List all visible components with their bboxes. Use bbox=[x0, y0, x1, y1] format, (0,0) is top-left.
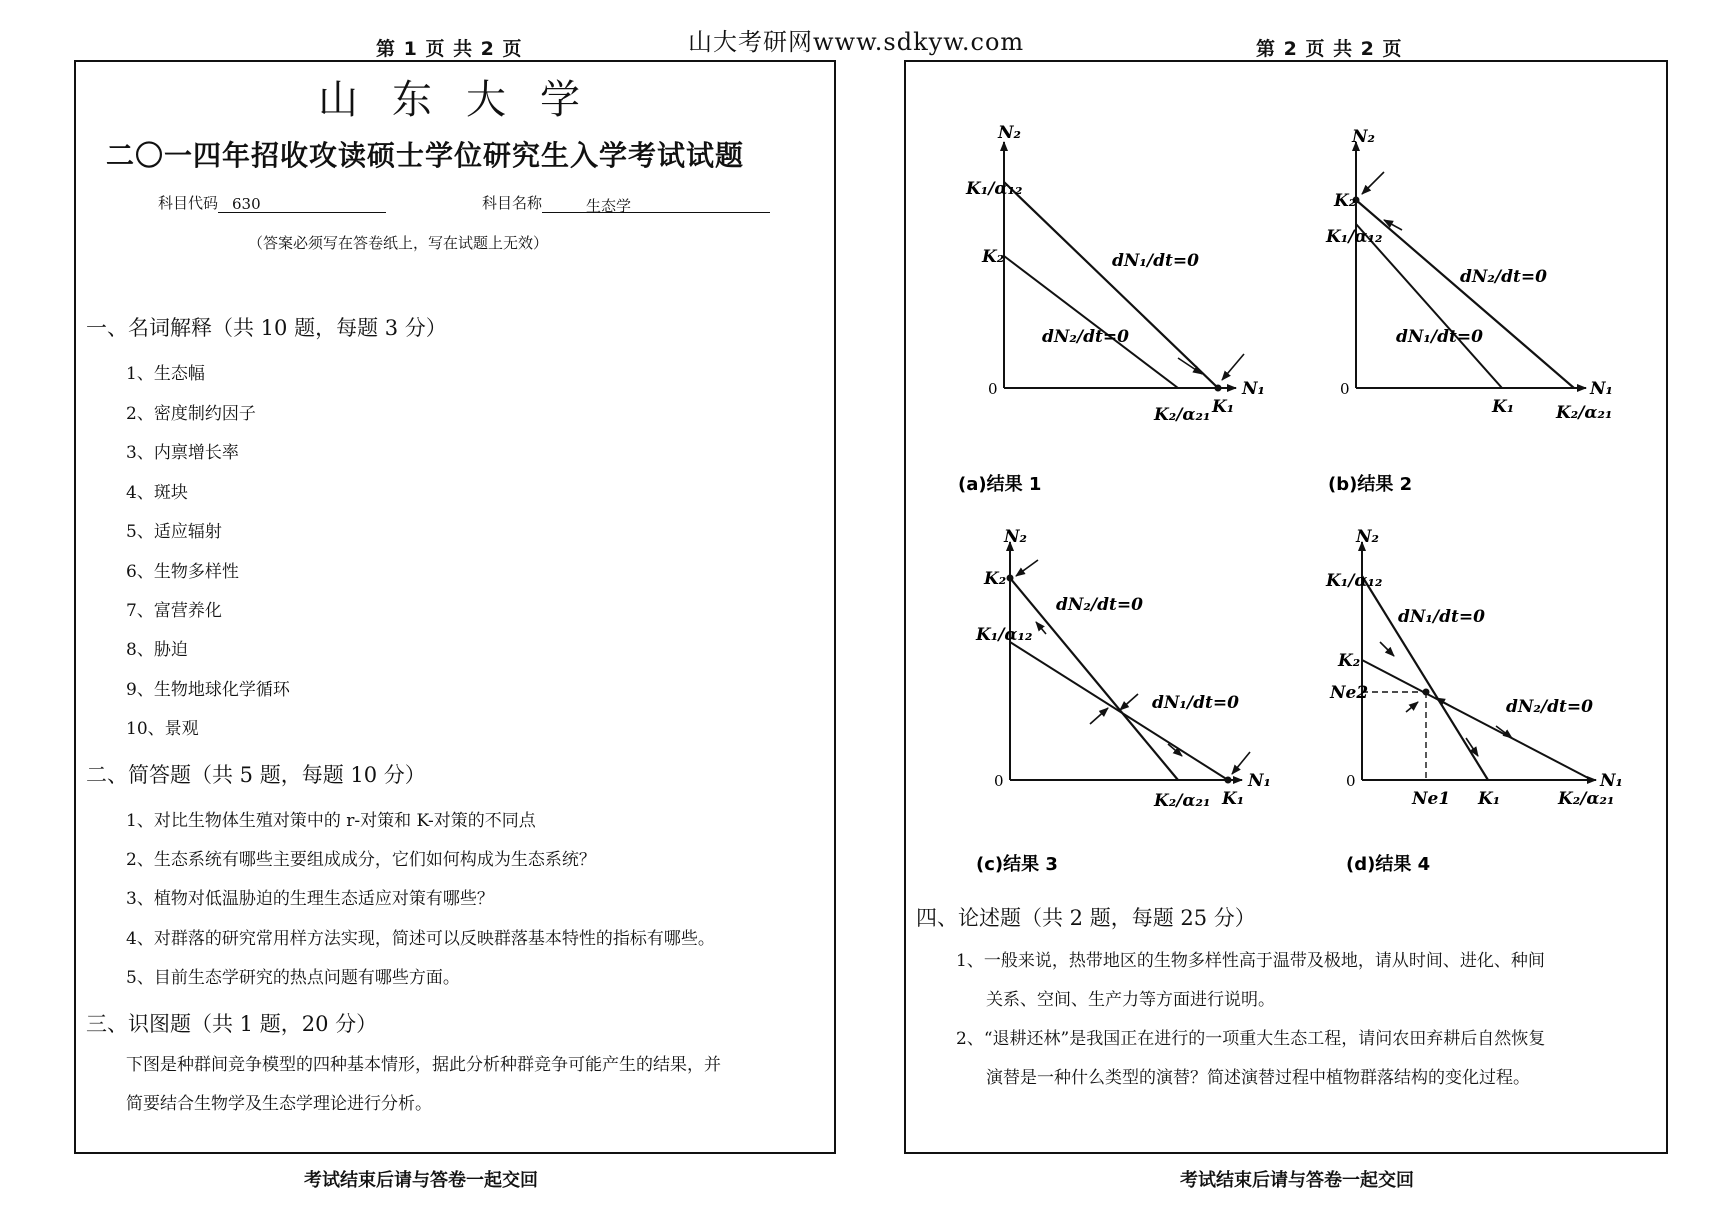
intercept-label: K₂/α₂₁ bbox=[1154, 791, 1211, 811]
intercept-label: K₂ bbox=[982, 247, 1005, 267]
axis-label-y: N₂ bbox=[998, 123, 1021, 143]
list-item: 5、目前生态学研究的热点问题有哪些方面。 bbox=[126, 968, 460, 988]
isocline-label: dN₂/dt=0 bbox=[1056, 595, 1143, 615]
exam-title: 二〇一四年招收攻读硕士学位研究生入学考试试题 bbox=[106, 139, 745, 172]
right-page-number: 第 2 页 共 2 页 bbox=[1256, 38, 1403, 60]
site-watermark: 山大考研网www.sdkyw.com bbox=[688, 28, 1025, 56]
intercept-label: K₂/α₂₁ bbox=[1154, 405, 1211, 425]
isocline-label: dN₂/dt=0 bbox=[1506, 697, 1593, 717]
subject-name-value: 生态学 bbox=[542, 195, 770, 213]
intercept-label: Ne1 bbox=[1412, 789, 1451, 809]
list-item: 2、密度制约因子 bbox=[126, 404, 256, 424]
section4-title: 四、论述题（共 2 题，每题 25 分） bbox=[916, 906, 1256, 930]
axis-label-x: N₁ bbox=[1242, 379, 1265, 399]
list-item: 10、景观 bbox=[126, 719, 199, 739]
direction-arrow bbox=[1384, 220, 1402, 230]
figure-caption: (a)结果 1 bbox=[958, 474, 1042, 495]
section3-title: 三、识图题（共 1 题，20 分） bbox=[86, 1012, 378, 1036]
subject-code-value: 630 bbox=[218, 195, 386, 213]
isocline-label: dN₁/dt=0 bbox=[1152, 693, 1239, 713]
origin-label: 0 bbox=[1340, 380, 1350, 398]
intercept-label: K₁ bbox=[1212, 397, 1235, 417]
intercept-label: K₁ bbox=[1222, 789, 1245, 809]
equilibrium-point bbox=[1215, 385, 1222, 392]
list-item: 7、富营养化 bbox=[126, 601, 222, 621]
left-page-number: 第 1 页 共 2 页 bbox=[376, 38, 523, 60]
list-item: 8、胁迫 bbox=[126, 640, 188, 660]
subject-name-row bbox=[482, 192, 770, 213]
intercept-label: K₁/α₁₂ bbox=[976, 625, 1033, 645]
intercept-label: K₁ bbox=[1478, 789, 1501, 809]
isocline-label: dN₁/dt=0 bbox=[1398, 607, 1485, 627]
direction-arrow bbox=[1362, 172, 1384, 194]
intercept-label: K₂/α₂₁ bbox=[1556, 403, 1613, 423]
equilibrium-point bbox=[1007, 575, 1014, 582]
isocline-line bbox=[1004, 182, 1218, 388]
section2-title: 二、简答题（共 5 题，每题 10 分） bbox=[86, 763, 426, 787]
left-footer: 考试结束后请与答卷一起交回 bbox=[304, 1170, 538, 1191]
list-item: 4、斑块 bbox=[126, 483, 188, 503]
university-name: 山东大学 bbox=[318, 77, 614, 123]
origin-label: 0 bbox=[1346, 772, 1356, 790]
isocline-line bbox=[1004, 256, 1178, 388]
subject-code-label: 科目代码 bbox=[158, 194, 219, 212]
intercept-label: K₁/α₁₂ bbox=[1326, 571, 1383, 591]
isocline-label: dN₁/dt=0 bbox=[1396, 327, 1483, 347]
axis-label-x: N₁ bbox=[1590, 379, 1613, 399]
right-page-frame bbox=[904, 60, 1668, 1154]
direction-arrow bbox=[1090, 708, 1108, 724]
figure-b bbox=[1325, 127, 1613, 423]
intercept-label: K₁/α₁₂ bbox=[966, 179, 1023, 199]
intercept-label: K₂ bbox=[1338, 651, 1361, 671]
subject-name-label: 科目名称 bbox=[482, 194, 543, 212]
section4-q2-line2: 演替是一种什么类型的演替？简述演替过程中植物群落结构的变化过程。 bbox=[986, 1068, 1530, 1088]
right-footer: 考试结束后请与答卷一起交回 bbox=[1180, 1170, 1414, 1191]
left-page-frame bbox=[74, 60, 836, 1154]
isocline-line bbox=[1356, 200, 1574, 388]
direction-arrow bbox=[1380, 642, 1394, 656]
figure-caption: (d)结果 4 bbox=[1346, 854, 1431, 875]
figure-caption: (b)结果 2 bbox=[1328, 474, 1413, 495]
list-item: 2、生态系统有哪些主要组成成分，它们如何构成为生态系统？ bbox=[126, 850, 596, 870]
figure-caption: (c)结果 3 bbox=[976, 854, 1058, 875]
figure-d bbox=[1325, 527, 1623, 809]
section4-q1-line2: 关系、空间、生产力等方面进行说明。 bbox=[986, 990, 1275, 1010]
direction-arrow bbox=[1406, 702, 1418, 712]
intercept-label: K₁ bbox=[1492, 397, 1515, 417]
equilibrium-point bbox=[1225, 777, 1232, 784]
isocline-label: dN₂/dt=0 bbox=[1460, 267, 1547, 287]
list-item: 3、植物对低温胁迫的生理生态适应对策有哪些？ bbox=[126, 889, 494, 909]
isocline-label: dN₁/dt=0 bbox=[1112, 251, 1199, 271]
isocline-label: dN₂/dt=0 bbox=[1042, 327, 1129, 347]
intercept-label: K₂ bbox=[984, 569, 1007, 589]
origin-label: 0 bbox=[994, 772, 1004, 790]
section4-q2-line1: 2、“退耕还林”是我国正在进行的一项重大生态工程，请问农田弃耕后自然恢复 bbox=[956, 1029, 1546, 1049]
axis-label-y: N₂ bbox=[1004, 527, 1027, 547]
list-item: 1、对比生物体生殖对策中的 r-对策和 K-对策的不同点 bbox=[126, 811, 536, 831]
axis-label-y: N₂ bbox=[1356, 527, 1379, 547]
list-item: 6、生物多样性 bbox=[126, 562, 239, 582]
competition-figures bbox=[906, 62, 1666, 882]
answer-note: （答案必须写在答卷纸上，写在试题上无效） bbox=[248, 234, 549, 252]
intercept-label: K₂/α₂₁ bbox=[1558, 789, 1615, 809]
axis-label-x: N₁ bbox=[1248, 771, 1271, 791]
intercept-label: Ne2 bbox=[1330, 683, 1369, 703]
equilibrium-point bbox=[1423, 689, 1430, 696]
section1-title: 一、名词解释（共 10 题，每题 3 分） bbox=[86, 316, 447, 340]
list-item: 4、对群落的研究常用样方法实现，简述可以反映群落基本特性的指标有哪些。 bbox=[126, 929, 715, 949]
section3-text-line1: 下图是种群间竞争模型的四种基本情形，据此分析种群竞争可能产生的结果，并 bbox=[126, 1055, 721, 1075]
direction-arrow bbox=[1016, 560, 1038, 576]
direction-arrow bbox=[1436, 698, 1454, 708]
direction-arrow bbox=[1036, 622, 1046, 634]
figure-c bbox=[975, 527, 1271, 811]
subject-code-row bbox=[158, 192, 386, 213]
list-item: 9、生物地球化学循环 bbox=[126, 680, 290, 700]
axis-label-x: N₁ bbox=[1600, 771, 1623, 791]
origin-label: 0 bbox=[988, 380, 998, 398]
axis-label-y: N₂ bbox=[1352, 127, 1375, 147]
direction-arrow bbox=[1120, 694, 1138, 710]
section3-text-line2: 简要结合生物学及生态学理论进行分析。 bbox=[126, 1094, 432, 1114]
figure-a bbox=[965, 123, 1265, 425]
section4-q1-line1: 1、一般来说，热带地区的生物多样性高于温带及极地，请从时间、进化、种间 bbox=[956, 951, 1545, 971]
intercept-label: K₂ bbox=[1334, 191, 1357, 211]
direction-arrow bbox=[1222, 354, 1244, 380]
list-item: 5、适应辐射 bbox=[126, 522, 222, 542]
intercept-label: K₁/α₁₂ bbox=[1326, 227, 1383, 247]
list-item: 3、内禀增长率 bbox=[126, 443, 239, 463]
list-item: 1、生态幅 bbox=[126, 364, 205, 384]
